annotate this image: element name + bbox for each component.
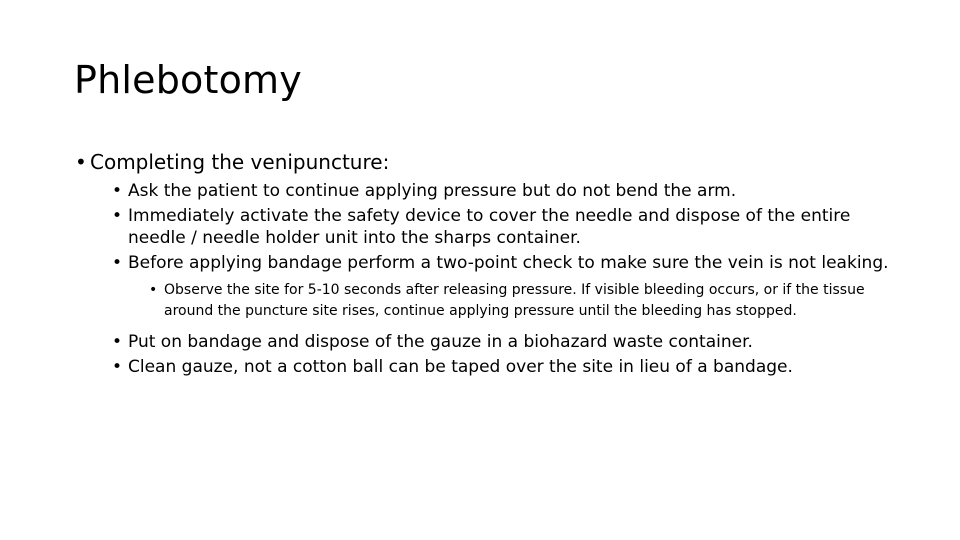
bullet-icon: • (112, 357, 123, 377)
sub-sub-bullet-item (74, 280, 904, 322)
sub-bullet-text: Immediately activate the safety device to cover the needle and dispose of the entire needle / needle holder unit into the sharps container. (128, 206, 851, 248)
sub-bullet-item (74, 180, 904, 202)
sub-bullet-text: Clean gauze, not a cotton ball can be taped over the site in lieu of a bandage. (128, 357, 793, 377)
bullet-icon: • (112, 332, 123, 352)
bullet-icon: • (149, 282, 158, 298)
bullet-icon: • (75, 150, 87, 174)
sub-sub-bullet-text: Observe the site for 5-10 seconds after releasing pressure. If visible bleeding occurs, or if the tissue around the puncture site rises, continue applying pressure until the bleeding has stopped. (164, 282, 865, 319)
bullet-item (74, 146, 904, 178)
sub-bullet-item (74, 252, 904, 274)
slide-title: Phlebotomy (74, 58, 302, 102)
sub-bullet-text: Before applying bandage perform a two-point check to make sure the vein is not leaking. (128, 253, 889, 273)
sub-bullet-text: Put on bandage and dispose of the gauze in a biohazard waste container. (128, 332, 753, 352)
sub-bullet-item (74, 205, 904, 249)
slide-body (74, 146, 904, 381)
bullet-icon: • (112, 206, 123, 226)
sub-bullet-text: Ask the patient to continue applying pressure but do not bend the arm. (128, 181, 737, 201)
bullet-icon: • (112, 181, 123, 201)
bullet-text: Completing the venipuncture: (90, 150, 390, 174)
sub-bullet-item (74, 331, 904, 353)
sub-bullet-item (74, 356, 904, 378)
bullet-icon: • (112, 253, 123, 273)
